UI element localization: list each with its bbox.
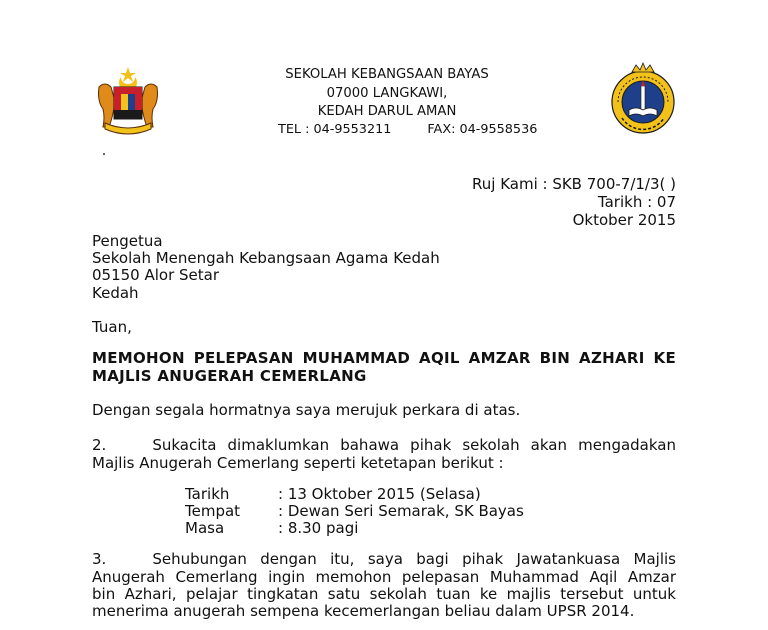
event-label-venue: Tempat	[185, 502, 241, 520]
paragraph-3-line1	[92, 550, 676, 568]
paragraph-2-line1	[92, 436, 676, 454]
school-contact	[278, 121, 537, 139]
recipient-line: 05150 Alor Setar	[92, 266, 220, 284]
salutation: Tuan,	[92, 318, 132, 336]
paragraph-3-line2: Anugerah Cemerlang ingin memohon pelepasan Muhammad Aqil Amzar	[92, 568, 676, 586]
letter-title	[92, 349, 676, 385]
paragraph-3-number: 3.	[92, 550, 107, 568]
date-label: Tarikh : 07	[597, 193, 676, 211]
paragraph-2-line2: Majlis Anugerah Cemerlang seperti ketetapan berikut :	[92, 454, 504, 472]
recipient-line: Kedah	[92, 284, 139, 302]
reference-number: Ruj Kami : SKB 700-7/1/3( )	[472, 175, 676, 193]
school-tel: TEL : 04-9553211	[278, 122, 392, 137]
event-value-date: : 13 Oktober 2015 (Selasa)	[278, 485, 481, 503]
paragraph-2-number: 2.	[92, 436, 107, 454]
letter-title-line2: MAJLIS ANUGERAH CEMERLANG	[92, 367, 367, 385]
paragraph-2-text: Sukacita dimaklumkan bahawa pihak sekolah akan mengadakan	[152, 436, 676, 454]
event-label-date: Tarikh	[185, 485, 230, 503]
school-postcode-city: 07000 LANGKAWI,	[326, 86, 448, 101]
coat-of-arms-logo	[95, 65, 161, 135]
paragraph-3-text: Sehubungan dengan itu, saya bagi pihak Jawatankuasa Majlis	[152, 550, 676, 568]
decorative-dot	[103, 153, 105, 155]
school-state: KEDAH DARUL AMAN	[317, 104, 457, 119]
event-label-time: Masa	[185, 519, 225, 537]
school-fax: FAX: 04-9558536	[427, 122, 538, 137]
letter-title-line1: MEMOHON PELEPASAN MUHAMMAD AQIL AMZAR BIN AZHARI KE	[92, 349, 676, 367]
event-value-time: : 8.30 pagi	[278, 519, 359, 537]
recipient-line: Pengetua	[92, 232, 163, 250]
date-continuation: Oktober 2015	[572, 211, 676, 229]
school-crest-logo	[608, 62, 678, 140]
paragraph-3-line4: menerima anugerah sempena kecemerlangan beliau dalam UPSR 2014.	[92, 602, 635, 620]
school-name: SEKOLAH KEBANGSAAN BAYAS	[285, 67, 489, 82]
event-value-venue: : Dewan Seri Semarak, SK Bayas	[278, 502, 524, 520]
recipient-line: Sekolah Menengah Kebangsaan Agama Kedah	[92, 249, 440, 267]
paragraph-3-line3: bin Azhari, pelajar tingkatan satu sekolah tuan ke majlis tersebut untuk	[92, 585, 676, 603]
paragraph-1: Dengan segala hormatnya saya merujuk perkara di atas.	[92, 401, 521, 419]
